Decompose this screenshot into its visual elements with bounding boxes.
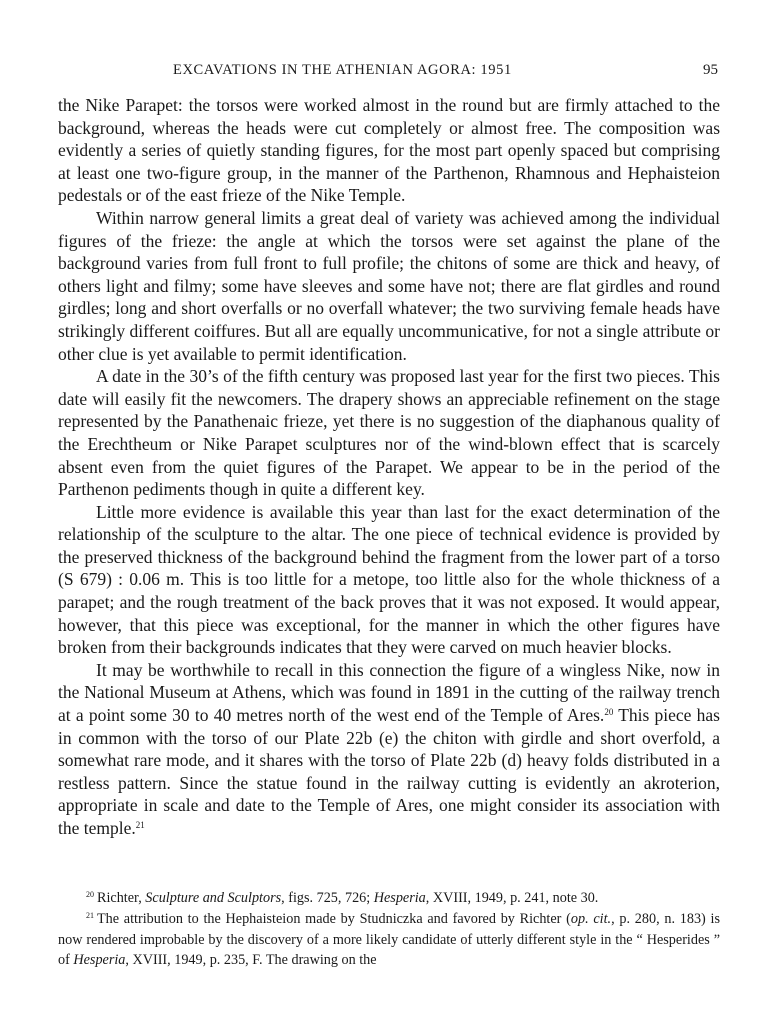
body-text xyxy=(58,94,720,840)
paragraph-text: This piece has in common with the torso of our Plate 22b (e) the chiton with girdle and short overfold, a somewhat rare mode, and it shares with the torso of Plate 22b (d) heavy folds distributed in a restless pattern. Since the statue found in the railway cutting is evidently an akroterion, appropriate in scale and date to the Temple of Ares, one might consider its association with the temple. xyxy=(58,705,720,838)
footnote-ref: 21 xyxy=(135,820,145,830)
footnote-italic: Hesperia xyxy=(73,952,126,969)
footnote-italic: Hesperia xyxy=(373,890,426,906)
footnote-number: 21 xyxy=(86,910,94,920)
paragraph: A date in the 30’s of the fifth century was proposed last year for the first two pieces. This date will easily fit the newcomers. The drapery shows an appreciable refinement on the stage represented by the Panathenaic frieze, yet there is no suggestion of the diaphanous quality of the Erechtheum or Nike Parapet sculptures nor of the wind-blown effect that is scarcely absent even from the quiet figures of the Parapet. We appear to be in the period of the Parthenon pediments though in quite a different key. xyxy=(58,366,720,500)
footnote-text: , XVIII, 1949, p. 235, F. The drawing on the xyxy=(125,952,377,969)
running-header xyxy=(0,62,775,82)
running-title: EXCAVATIONS IN THE ATHENIAN AGORA: 1951 xyxy=(173,62,512,78)
footnote-text: , XVIII, 1949, p. 241, note 30. xyxy=(425,890,599,906)
footnote-italic: op. cit. xyxy=(570,910,612,927)
footnote-text: Richter, xyxy=(97,890,146,906)
paragraph xyxy=(58,659,720,840)
paragraph: Little more evidence is available this year than last for the exact determination of the relationship of the sculpture to the altar. The one piece of technical evidence is provided by the preserved thickness of the background behind the fragment from the lower part of a torso (S 679) : 0.06 m. This is too little for a metope, too little also for the whole thickness of a parapet; and the rough treatment of the back proves that it was not exposed. It would appear, however, that this piece was exceptional, for the manner in which the other figures have broken from their backgrounds indicates that they were carved on much heavier blocks. xyxy=(58,501,720,658)
footnote-21 xyxy=(58,909,720,971)
footnote-italic: Sculpture and Sculptors xyxy=(145,890,282,906)
footnote-ref: 20 xyxy=(604,707,614,718)
footnote-number: 20 xyxy=(86,890,94,899)
footnotes xyxy=(58,888,720,971)
page-number: 95 xyxy=(703,62,718,78)
paragraph: Within narrow general limits a great deal of variety was achieved among the individual figures of the frieze: the angle at which the torsos were set against the plane of the background varies from full front to full profile; the chitons of some are thick and heavy, of others light and filmy; some have sleeves and some have not; there are flat girdles and round girdles; long and short overfalls or no overfall whatever; the two surviving female heads have strikingly different coiffures. But all are equally uncommunicative, for not a single attribute or other clue is yet available to permit identification. xyxy=(58,207,720,364)
footnote-text: The attribution to the Hephaisteion made by Studniczka and favored by Richter ( xyxy=(97,910,571,927)
footnote-text: , figs. 725, 726; xyxy=(281,890,374,906)
paragraph-text: It may be worthwhile to recall in this connection the figure of a wingless Nike, now in the National Museum at Athens, which was found in 1891 in the cutting of the railway trench at a point some 30 to 40 metres north of the west end of the Temple of Ares. xyxy=(58,659,720,726)
footnote-text: , p. 280, n. 183) is now rendered improbable by the discovery of a more likely candidate of utterly different style in the “ Hesperides ” of xyxy=(58,910,720,969)
footnote-20 xyxy=(58,888,720,909)
paragraph: the Nike Parapet: the torsos were worked almost in the round but are firmly attached to the background, whereas the heads were cut completely or almost free. The composition was evidently a series of quietly standing figures, for the most part openly spaced but comprising at least one two-figure group, in the manner of the Parthenon, Rhamnous and Hephaisteion pedestals or of the east frieze of the Nike Temple. xyxy=(58,95,720,206)
